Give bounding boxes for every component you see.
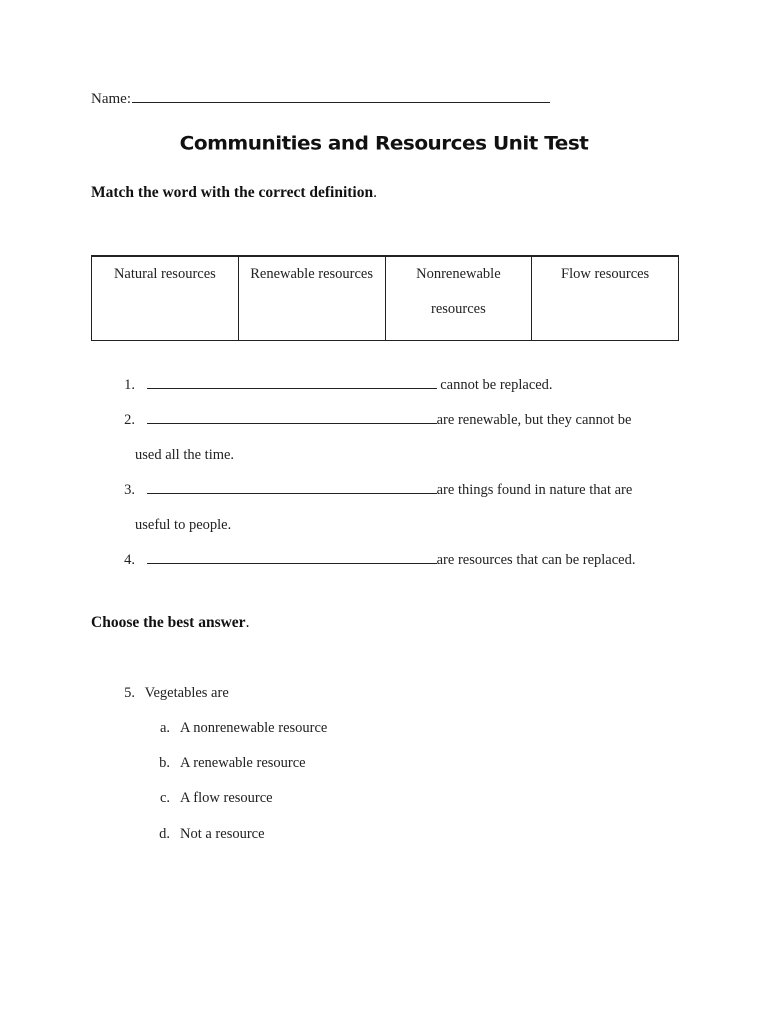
answer-blank[interactable]: [147, 413, 437, 424]
option-a[interactable]: a. A nonrenewable resource: [159, 720, 328, 736]
matching-question-4: 4. are resources that can be replaced.: [124, 552, 636, 568]
option-c[interactable]: c. A flow resource: [159, 790, 273, 806]
word-bank-cell: Nonrenewable resources: [385, 256, 532, 341]
name-label: Name:: [91, 91, 131, 107]
word-bank-cell: Flow resources: [532, 256, 679, 341]
option-d[interactable]: d. Not a resource: [159, 826, 265, 842]
answer-blank[interactable]: [147, 483, 437, 494]
answer-blank[interactable]: [147, 378, 437, 389]
word-bank-cell: Natural resources: [92, 256, 239, 341]
answer-blank[interactable]: [147, 553, 437, 564]
word-bank-cell: Renewable resources: [238, 256, 385, 341]
matching-question-2-continued: used all the time.: [135, 447, 235, 463]
page-title: Communities and Resources Unit Test: [179, 131, 589, 155]
question-5: 5. Vegetables are: [124, 685, 229, 701]
matching-question-2: 2. are renewable, but they cannot be: [124, 412, 632, 428]
name-field[interactable]: [91, 90, 550, 108]
matching-question-3: 3. are things found in nature that are: [124, 482, 633, 498]
matching-question-3-continued: useful to people.: [135, 517, 232, 533]
word-bank-table: [91, 255, 679, 341]
section-heading-multiple-choice: Choose the best answer.: [91, 614, 250, 631]
section-heading-matching: Match the word with the correct definition.: [91, 184, 377, 201]
option-b[interactable]: b. A renewable resource: [159, 755, 306, 771]
name-blank[interactable]: [132, 90, 550, 103]
matching-question-1: 1. cannot be replaced.: [124, 377, 553, 393]
